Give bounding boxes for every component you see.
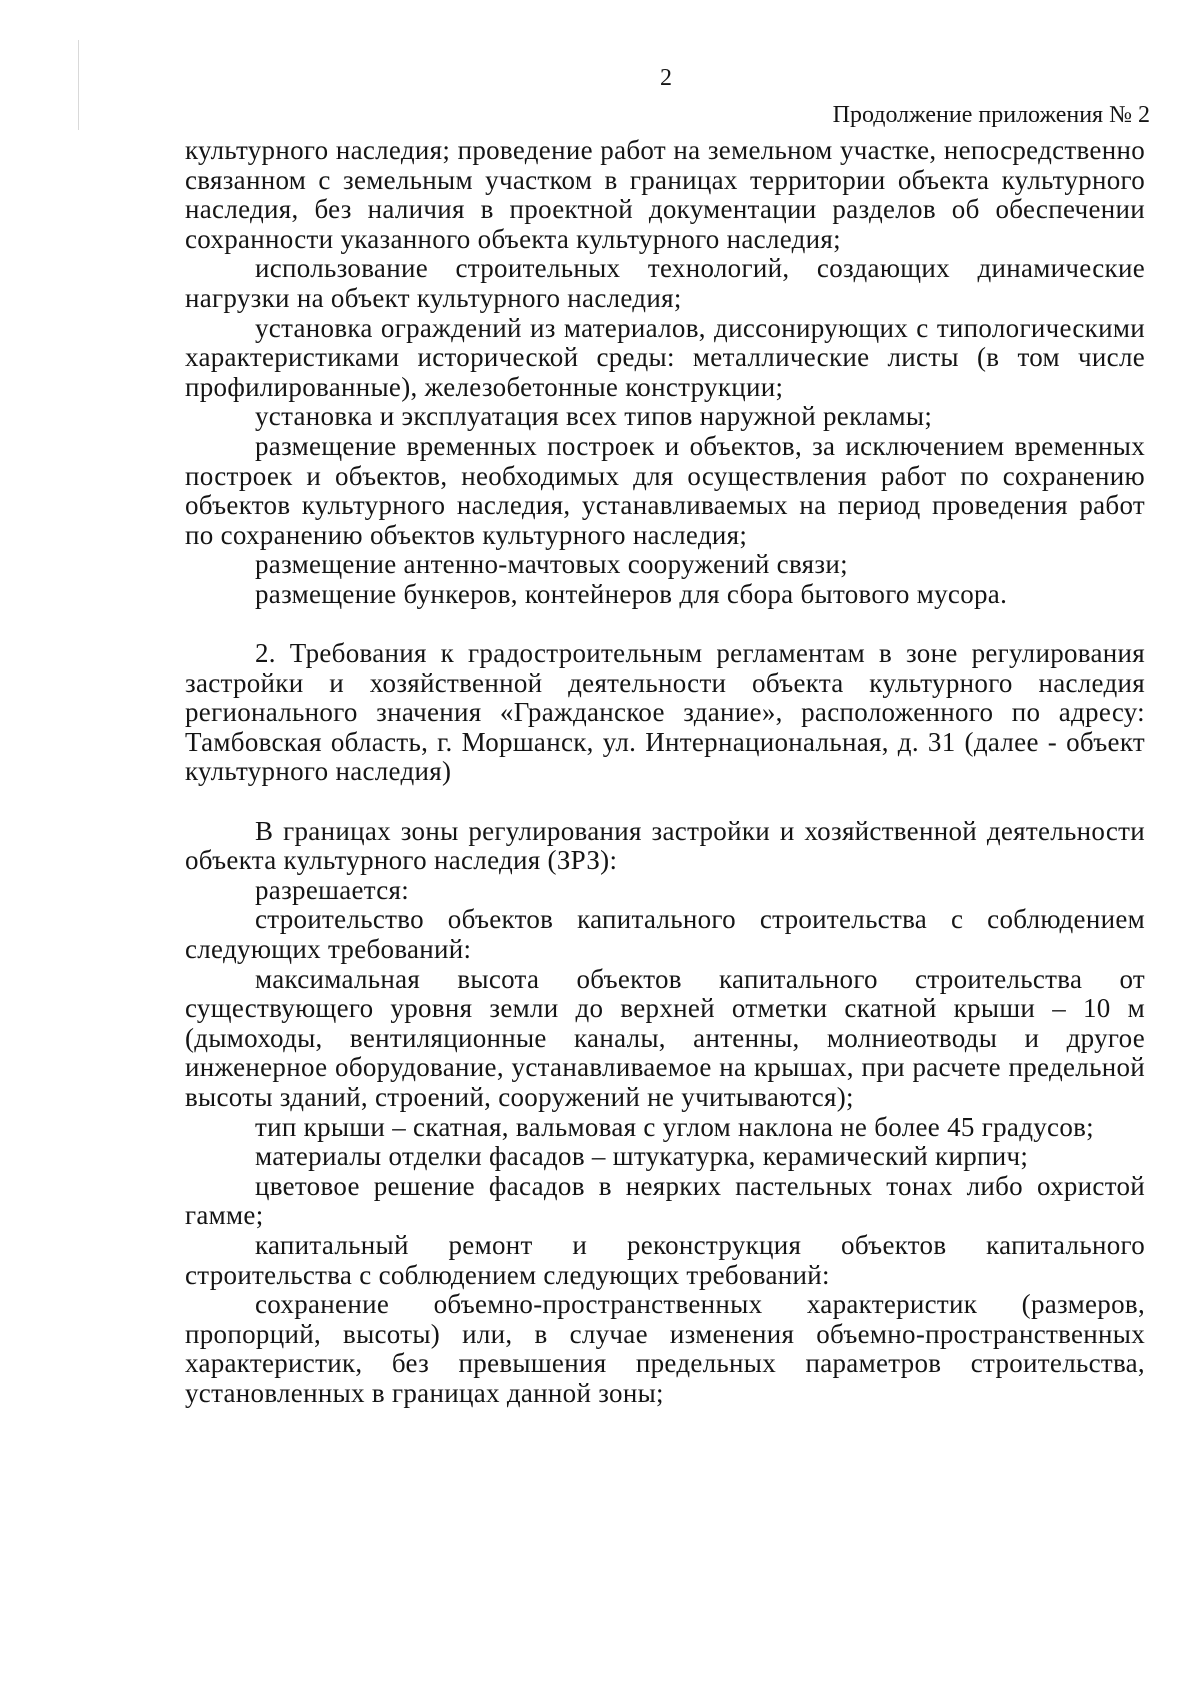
document-body: [185, 136, 1145, 1409]
paragraph: строительство объектов капитального строительства с соблюдением следующих требований:: [185, 904, 1145, 965]
paragraph: размещение временных построек и объектов, за исключением временных построек и объектов, необходимых для осуществления работ по сохранению объектов культурного наследия, устанавливаемых на период проведения работ по сохранению объектов культурного наследия;: [185, 430, 1145, 550]
page-number: 2: [660, 65, 672, 91]
scan-edge-mark: [78, 40, 79, 130]
paragraph: максимальная высота объектов капитального строительства от существующего уровня земли до верхней отметки скатной крыши – 10 м (дымоходы, вентиляционные каналы, антенны, молниеотводы и другое инженерное оборудование, устанавливаемое на крышах, при расчете предельной высоты зданий, строений, сооружений не учитываются);: [185, 963, 1145, 1112]
paragraph: размещение антенно-мачтовых сооружений связи;: [255, 549, 848, 580]
paragraph-spacer: [185, 787, 1145, 817]
paragraph: культурного наследия; проведение работ на земельном участке, непосредственно связанном с земельным участком в границах территории объекта культурного наследия, без наличия в проектной документации разделов об обеспечении сохранности указанного объекта культурного наследия;: [185, 135, 1145, 254]
paragraph: установка и эксплуатация всех типов наружной рекламы;: [255, 401, 933, 432]
paragraph: В границах зоны регулирования застройки и хозяйственной деятельности объекта культурного наследия (ЗРЗ):: [185, 815, 1145, 876]
paragraph: сохранение объемно-пространственных характеристик (размеров, пропорций, высоты) или, в случае изменения объемно-пространственных характеристик, без превышения предельных параметров строительства, установленных в границах данной зоны;: [185, 1289, 1145, 1408]
section-heading-paragraph: 2. Требования к градостроительным регламентам в зоне регулирования застройки и хозяйственной деятельности объекта культурного наследия регионального значения «Гражданское здание», расположенного по адресу: Тамбовская область, г. Моршанск, ул. Интернациональная, д. 31 (далее - объект культурного наследия): [185, 638, 1145, 787]
paragraph: разрешается:: [255, 874, 410, 905]
paragraph: тип крыши – скатная, вальмовая с углом наклона не более 45 градусов;: [255, 1111, 1094, 1142]
appendix-continuation-note: Продолжение приложения № 2: [832, 102, 1150, 128]
paragraph: размещение бункеров, контейнеров для сбора бытового мусора.: [255, 578, 1008, 609]
paragraph-spacer: [185, 610, 1145, 640]
paragraph: цветовое решение фасадов в неярких пастельных тонах либо охристой гамме;: [185, 1170, 1145, 1231]
paragraph: установка ограждений из материалов, диссонирующих с типологическими характеристиками исторической среды: металлические листы (в том числе профилированные), железобетонные конструкции;: [185, 312, 1145, 402]
paragraph: материалы отделки фасадов – штукатурка, керамический кирпич;: [255, 1141, 1029, 1172]
paragraph: использование строительных технологий, создающих динамические нагрузки на объект культурного наследия;: [185, 253, 1145, 313]
paragraph: капитальный ремонт и реконструкция объектов капитального строительства с соблюдением следующих требований:: [185, 1229, 1145, 1290]
